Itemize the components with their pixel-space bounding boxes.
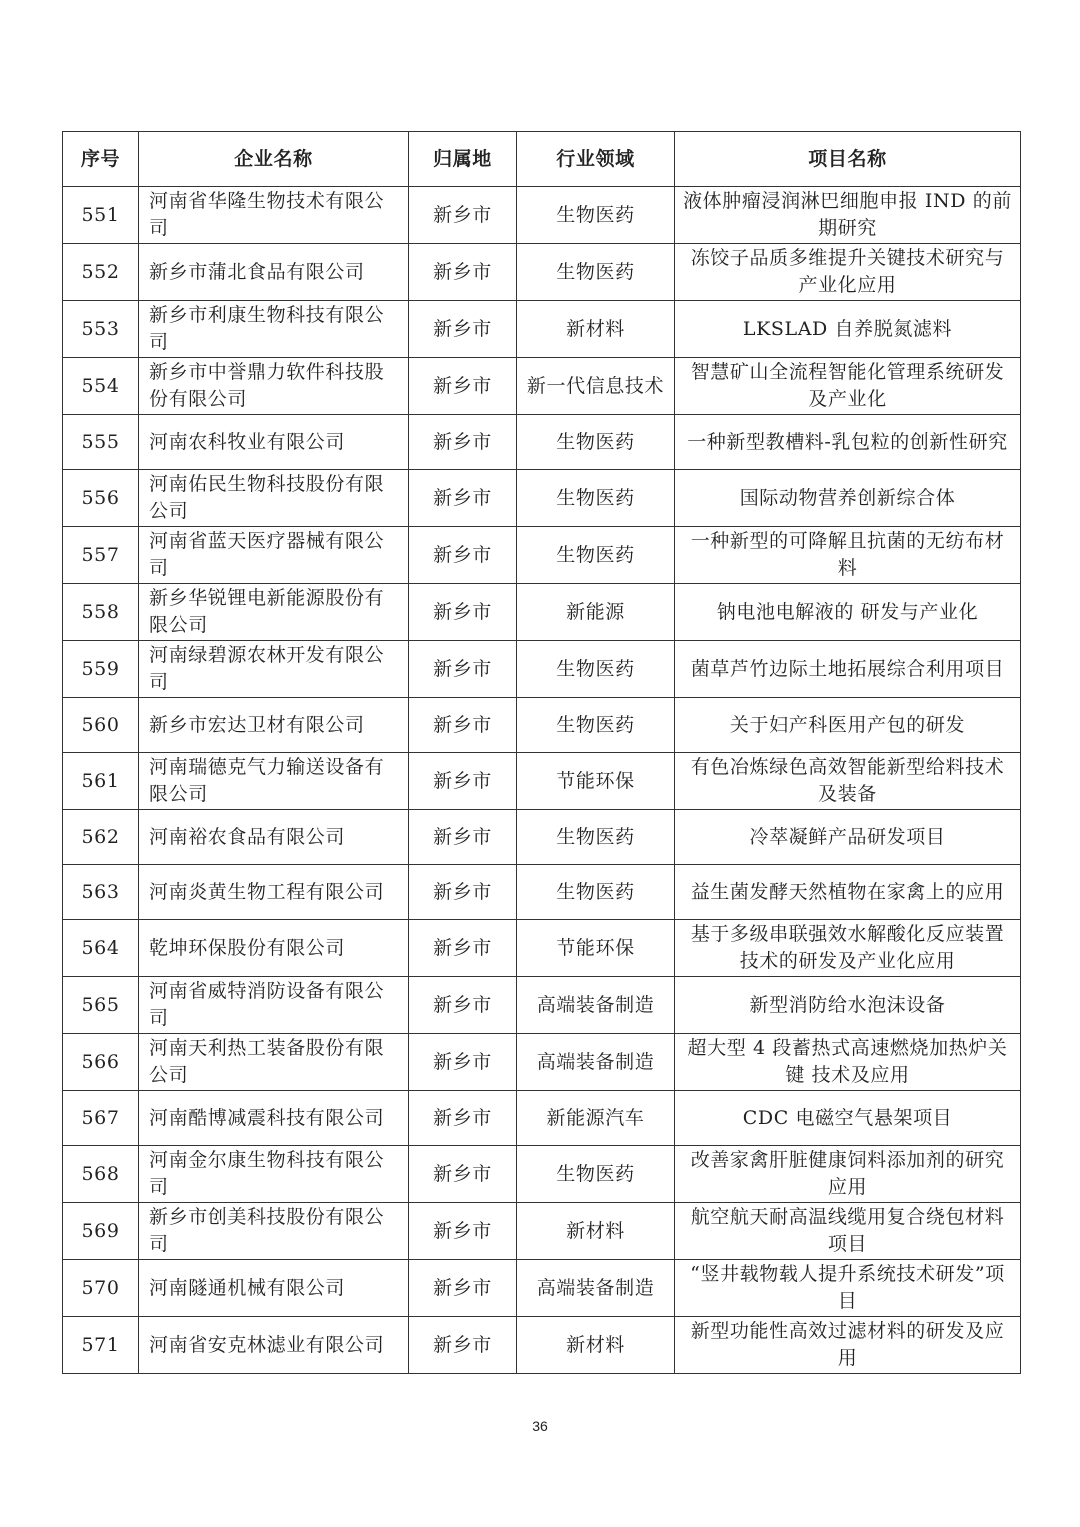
industry: 新材料 — [517, 1203, 675, 1260]
company-name: 河南省华隆生物技术有限公司 — [139, 187, 409, 244]
table-row — [63, 698, 1021, 753]
project-name: 冷萃凝鲜产品研发项目 — [675, 810, 1021, 865]
company-name: 河南金尔康生物科技有限公司 — [139, 1146, 409, 1203]
row-index: 571 — [63, 1317, 139, 1374]
location: 新乡市 — [409, 1034, 517, 1091]
company-name: 河南省安克林滤业有限公司 — [139, 1317, 409, 1374]
industry: 生物医药 — [517, 187, 675, 244]
company-name: 河南绿碧源农林开发有限公司 — [139, 641, 409, 698]
industry: 生物医药 — [517, 470, 675, 527]
industry: 生物医药 — [517, 415, 675, 470]
industry: 生物医药 — [517, 527, 675, 584]
header-project: 项目名称 — [675, 132, 1021, 187]
table-row — [63, 301, 1021, 358]
table-row — [63, 527, 1021, 584]
company-name: 河南炎黄生物工程有限公司 — [139, 865, 409, 920]
project-name: 有色冶炼绿色高效智能新型给料技术及装备 — [675, 753, 1021, 810]
project-name: 智慧矿山全流程智能化管理系统研发及产业化 — [675, 358, 1021, 415]
location: 新乡市 — [409, 187, 517, 244]
project-name: 液体肿瘤浸润淋巴细胞申报 IND 的前期研究 — [675, 187, 1021, 244]
table-row — [63, 641, 1021, 698]
location: 新乡市 — [409, 641, 517, 698]
table-row — [63, 415, 1021, 470]
table-row — [63, 1091, 1021, 1146]
table-row — [63, 1034, 1021, 1091]
project-name: 关于妇产科医用产包的研发 — [675, 698, 1021, 753]
table-row — [63, 920, 1021, 977]
table-row — [63, 584, 1021, 641]
company-name: 河南省威特消防设备有限公司 — [139, 977, 409, 1034]
row-index: 559 — [63, 641, 139, 698]
location: 新乡市 — [409, 753, 517, 810]
project-name: 改善家禽肝脏健康饲料添加剂的研究应用 — [675, 1146, 1021, 1203]
row-index: 567 — [63, 1091, 139, 1146]
industry: 节能环保 — [517, 753, 675, 810]
row-index: 554 — [63, 358, 139, 415]
location: 新乡市 — [409, 301, 517, 358]
company-name: 河南佑民生物科技股份有限公司 — [139, 470, 409, 527]
location: 新乡市 — [409, 244, 517, 301]
project-name: 一种新型教槽料-乳包粒的创新性研究 — [675, 415, 1021, 470]
row-index: 561 — [63, 753, 139, 810]
company-name: 河南省蓝天医疗器械有限公司 — [139, 527, 409, 584]
industry: 新材料 — [517, 1317, 675, 1374]
industry: 新能源 — [517, 584, 675, 641]
company-name: 河南隧通机械有限公司 — [139, 1260, 409, 1317]
industry: 生物医药 — [517, 641, 675, 698]
project-name: 一种新型的可降解且抗菌的无纺布材料 — [675, 527, 1021, 584]
company-name: 新乡华锐锂电新能源股份有限公司 — [139, 584, 409, 641]
industry: 高端装备制造 — [517, 1260, 675, 1317]
location: 新乡市 — [409, 920, 517, 977]
industry: 新一代信息技术 — [517, 358, 675, 415]
row-index: 570 — [63, 1260, 139, 1317]
table-row — [63, 244, 1021, 301]
row-index: 564 — [63, 920, 139, 977]
header-company: 企业名称 — [139, 132, 409, 187]
location: 新乡市 — [409, 977, 517, 1034]
row-index: 563 — [63, 865, 139, 920]
industry: 生物医药 — [517, 698, 675, 753]
location: 新乡市 — [409, 1146, 517, 1203]
location: 新乡市 — [409, 358, 517, 415]
industry: 生物医药 — [517, 865, 675, 920]
company-name: 乾坤环保股份有限公司 — [139, 920, 409, 977]
project-name: 冻饺子品质多维提升关键技术研究与产业化应用 — [675, 244, 1021, 301]
project-name: LKSLAD 自养脱氮滤料 — [675, 301, 1021, 358]
table-row — [63, 753, 1021, 810]
location: 新乡市 — [409, 1091, 517, 1146]
table-row — [63, 977, 1021, 1034]
company-name: 河南瑞德克气力输送设备有限公司 — [139, 753, 409, 810]
location: 新乡市 — [409, 698, 517, 753]
table-row — [63, 358, 1021, 415]
location: 新乡市 — [409, 415, 517, 470]
project-name: 新型消防给水泡沫设备 — [675, 977, 1021, 1034]
project-name: 菌草芦竹边际土地拓展综合利用项目 — [675, 641, 1021, 698]
row-index: 568 — [63, 1146, 139, 1203]
project-name: 国际动物营养创新综合体 — [675, 470, 1021, 527]
industry: 节能环保 — [517, 920, 675, 977]
company-name: 新乡市创美科技股份有限公司 — [139, 1203, 409, 1260]
row-index: 553 — [63, 301, 139, 358]
industry: 高端装备制造 — [517, 1034, 675, 1091]
project-name: 新型功能性高效过滤材料的研发及应用 — [675, 1317, 1021, 1374]
table-row — [63, 470, 1021, 527]
project-name: “竖井载物载人提升系统技术研发”项目 — [675, 1260, 1021, 1317]
row-index: 558 — [63, 584, 139, 641]
row-index: 562 — [63, 810, 139, 865]
company-name: 新乡市利康生物科技有限公司 — [139, 301, 409, 358]
row-index: 565 — [63, 977, 139, 1034]
company-name: 新乡市中誉鼎力软件科技股份有限公司 — [139, 358, 409, 415]
company-name: 新乡市蒲北食品有限公司 — [139, 244, 409, 301]
location: 新乡市 — [409, 470, 517, 527]
header-index: 序号 — [63, 132, 139, 187]
company-name: 河南农科牧业有限公司 — [139, 415, 409, 470]
row-index: 557 — [63, 527, 139, 584]
row-index: 569 — [63, 1203, 139, 1260]
location: 新乡市 — [409, 865, 517, 920]
project-name: 益生菌发酵天然植物在家禽上的应用 — [675, 865, 1021, 920]
company-name: 新乡市宏达卫材有限公司 — [139, 698, 409, 753]
location: 新乡市 — [409, 527, 517, 584]
header-location: 归属地 — [409, 132, 517, 187]
industry: 生物医药 — [517, 1146, 675, 1203]
row-index: 551 — [63, 187, 139, 244]
row-index: 566 — [63, 1034, 139, 1091]
table-row — [63, 1146, 1021, 1203]
industry: 生物医药 — [517, 244, 675, 301]
row-index: 560 — [63, 698, 139, 753]
row-index: 552 — [63, 244, 139, 301]
location: 新乡市 — [409, 1203, 517, 1260]
table-header-row — [63, 132, 1021, 187]
project-name: 钠电池电解液的 研发与产业化 — [675, 584, 1021, 641]
project-table — [62, 131, 1021, 1374]
company-name: 河南酷博减震科技有限公司 — [139, 1091, 409, 1146]
project-name: 超大型 4 段蓄热式高速燃烧加热炉关键 技术及应用 — [675, 1034, 1021, 1091]
company-name: 河南天利热工装备股份有限公司 — [139, 1034, 409, 1091]
company-name: 河南裕农食品有限公司 — [139, 810, 409, 865]
location: 新乡市 — [409, 810, 517, 865]
row-index: 555 — [63, 415, 139, 470]
industry: 高端装备制造 — [517, 977, 675, 1034]
table-row — [63, 1317, 1021, 1374]
table-row — [63, 1203, 1021, 1260]
table-row — [63, 1260, 1021, 1317]
industry: 生物医药 — [517, 810, 675, 865]
table-row — [63, 810, 1021, 865]
row-index: 556 — [63, 470, 139, 527]
industry: 新能源汽车 — [517, 1091, 675, 1146]
location: 新乡市 — [409, 584, 517, 641]
header-industry: 行业领域 — [517, 132, 675, 187]
project-name: 航空航天耐高温线缆用复合绕包材料项目 — [675, 1203, 1021, 1260]
table-row — [63, 187, 1021, 244]
page-number: 36 — [532, 1418, 548, 1434]
location: 新乡市 — [409, 1260, 517, 1317]
industry: 新材料 — [517, 301, 675, 358]
project-name: 基于多级串联强效水解酸化反应装置技术的研发及产业化应用 — [675, 920, 1021, 977]
table-row — [63, 865, 1021, 920]
location: 新乡市 — [409, 1317, 517, 1374]
project-name: CDC 电磁空气悬架项目 — [675, 1091, 1021, 1146]
